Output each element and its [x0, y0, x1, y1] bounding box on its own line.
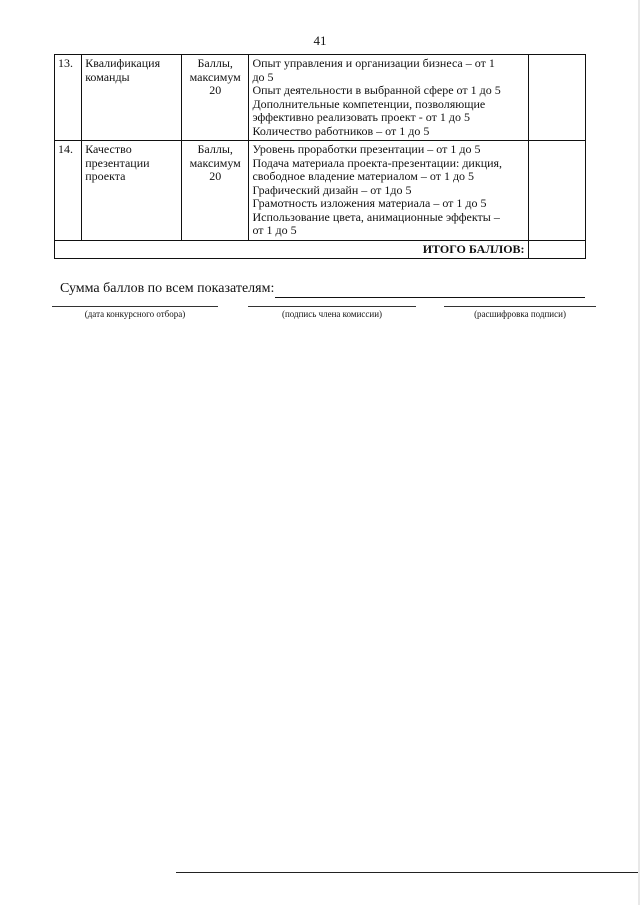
criterion-name-line: проекта [85, 169, 126, 183]
decode-signature-line[interactable] [444, 306, 596, 307]
description-line: от 1 до 5 [252, 223, 297, 237]
criterion-description [249, 141, 528, 241]
description-line: эффективно реализовать проект - от 1 до 5 [252, 110, 470, 124]
criterion-name-line: презентации [85, 155, 150, 170]
criteria-table [54, 54, 586, 259]
criterion-points [181, 55, 249, 141]
description-line: Количество работников – от 1 до 5 [252, 123, 430, 138]
criterion-description [249, 55, 528, 141]
criterion-name-line: Квалификация [85, 56, 161, 70]
description-line: Уровень проработки презентации – от 1 до 5 [252, 142, 481, 156]
points-line: Баллы, [197, 142, 233, 156]
total-row [55, 240, 586, 259]
footer-divider [176, 872, 640, 873]
row-number: 14. [55, 141, 82, 241]
total-score-cell[interactable] [528, 240, 585, 259]
row-number: 13. [55, 55, 82, 141]
description-line: Грамотность изложения материала – от 1 до 5 [252, 196, 487, 210]
points-line: максимум [189, 155, 241, 170]
criterion-name [82, 141, 182, 241]
table-row [55, 55, 586, 141]
sum-underline[interactable] [275, 297, 585, 298]
description-line: Опыт деятельности в выбранной сфере от 1 до 5 [252, 83, 501, 97]
criterion-name [82, 55, 182, 141]
member-signature-line[interactable] [248, 306, 416, 307]
description-line: Использование цвета, анимационные эффекты – [252, 209, 500, 224]
criterion-name-line: команды [85, 69, 130, 84]
score-cell[interactable] [528, 55, 585, 141]
sum-label: Сумма баллов по всем показателям: [60, 281, 275, 296]
points-line: 20 [209, 83, 222, 97]
criterion-points [181, 141, 249, 241]
description-line: Дополнительные компетенции, позволяющие [252, 96, 486, 111]
date-signature-line[interactable] [52, 306, 218, 307]
score-cell[interactable] [528, 141, 585, 241]
points-line: 20 [209, 169, 222, 183]
points-line: максимум [189, 69, 241, 84]
page-number: 41 [313, 33, 327, 48]
signature-label: (подпись члена комиссии) [281, 309, 383, 319]
criterion-name-line: Качество [85, 142, 132, 156]
total-label: ИТОГО БАЛЛОВ: [55, 240, 529, 259]
description-line: Графический дизайн – от 1до 5 [252, 182, 412, 197]
date-label: (дата конкурсного отбора) [84, 309, 186, 319]
description-line: Подача материала проекта-презентации: дикция, [252, 155, 503, 170]
description-line: до 5 [252, 69, 274, 84]
description-line: свободное владение материалом – от 1 до 5 [252, 169, 475, 183]
table-row [55, 141, 586, 241]
points-line: Баллы, [197, 56, 233, 70]
decode-label: (расшифровка подписи) [474, 309, 566, 319]
description-line: Опыт управления и организации бизнеса – от 1 [252, 56, 495, 70]
